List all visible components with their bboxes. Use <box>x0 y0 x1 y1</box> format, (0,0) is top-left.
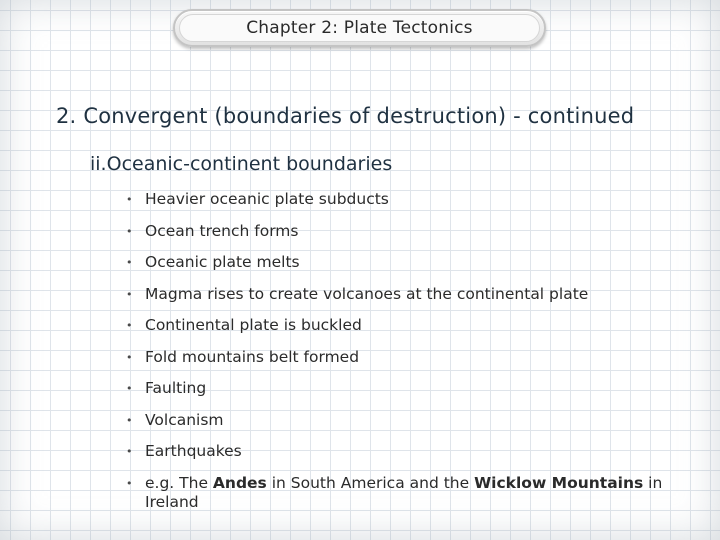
bullet-item <box>126 411 686 431</box>
bullet-icon: • <box>126 193 133 206</box>
bullet-item <box>126 442 686 462</box>
section-heading-number: 2. <box>56 104 77 128</box>
bullet-text: Volcanism <box>145 410 224 429</box>
example-andes: Andes <box>212 473 267 492</box>
bullet-item <box>126 222 686 242</box>
section-heading-text: Convergent (boundaries of destruction) - continued <box>83 104 635 128</box>
bullet-text: Ocean trench forms <box>145 221 299 240</box>
bullet-icon: • <box>126 382 133 395</box>
bullet-list <box>126 190 686 525</box>
bullet-text: Earthquakes <box>145 442 242 460</box>
example-middle: in South America and the <box>266 473 475 492</box>
bullet-text: Faulting <box>145 379 207 397</box>
bullet-item <box>126 190 686 210</box>
example-wicklow-mountains: Wicklow Mountains <box>474 473 644 492</box>
example-bullet-item <box>126 474 686 513</box>
bullet-item <box>126 285 686 305</box>
bullet-icon: • <box>126 350 133 364</box>
bullet-icon: • <box>126 445 133 458</box>
subsection-heading <box>90 153 392 175</box>
bullet-icon: • <box>126 224 133 238</box>
subsection-heading-number: ii. <box>90 153 107 175</box>
bullet-icon: • <box>126 287 133 301</box>
slide-title-banner <box>173 9 546 47</box>
bullet-text: Heavier oceanic plate subducts <box>145 190 389 208</box>
bullet-icon: • <box>126 476 133 490</box>
bullet-icon: • <box>126 319 133 332</box>
bullet-item <box>126 316 686 336</box>
example-suffix: in Ireland <box>145 473 663 511</box>
bullet-text: Oceanic plate melts <box>145 253 300 271</box>
bullet-icon: • <box>126 256 133 269</box>
slide-title: Chapter 2: Plate Tectonics <box>246 18 473 38</box>
subsection-heading-text: Oceanic-continent boundaries <box>106 153 393 175</box>
bullet-text: Fold mountains belt formed <box>145 347 360 366</box>
bullet-item <box>126 348 686 368</box>
bullet-icon: • <box>126 413 133 427</box>
section-heading <box>56 104 634 128</box>
bullet-text: Magma rises to create volcanoes at the continental plate <box>145 284 589 303</box>
bullet-text: Continental plate is buckled <box>145 316 362 334</box>
bullet-item <box>126 253 686 273</box>
bullet-item <box>126 379 686 399</box>
example-prefix: e.g. The <box>145 473 213 492</box>
